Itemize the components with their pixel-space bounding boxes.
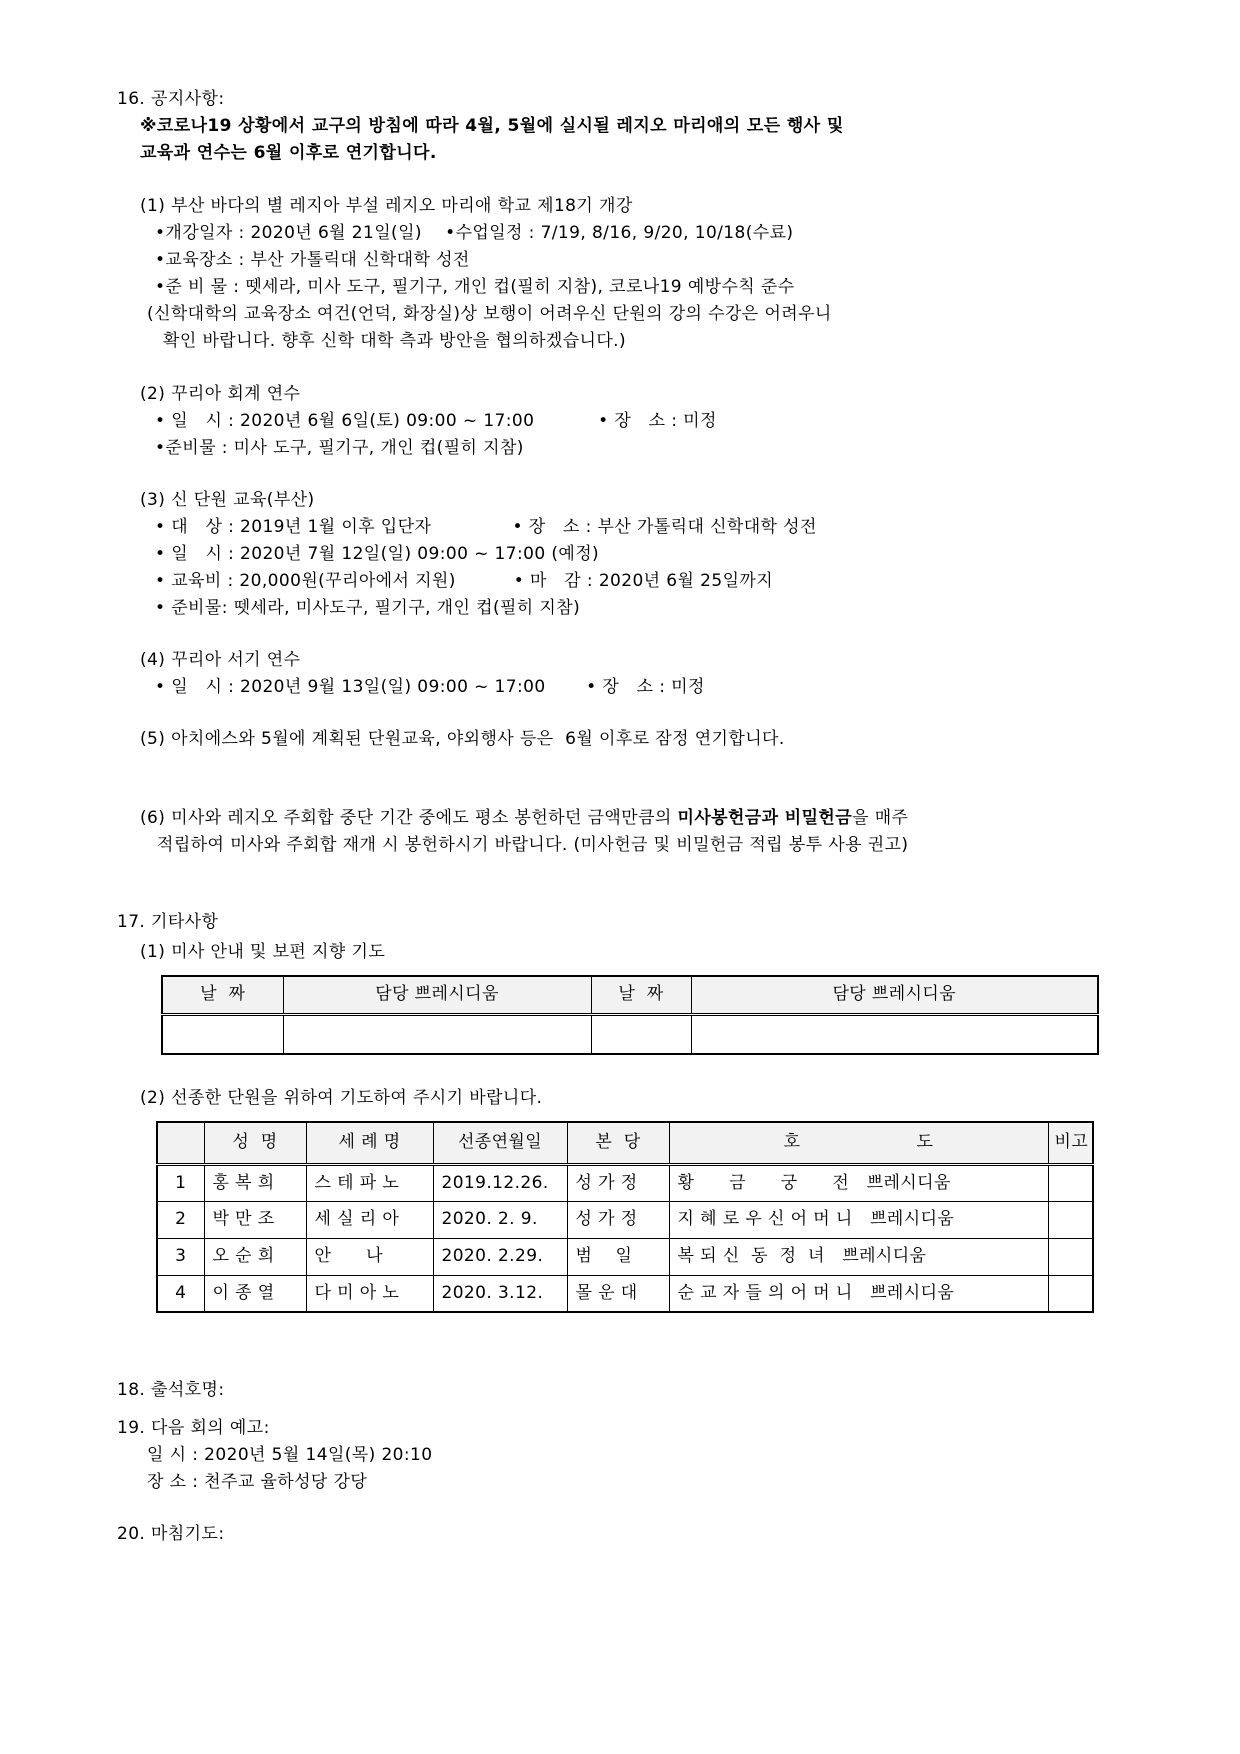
deceased-cell-death-date: 2019.12.26. — [433, 1164, 567, 1201]
item-2-bullet-datetime: • 일 시 : 2020년 6월 6일(토) 09:00 ~ 17:00 • 장 소 : 미정 — [155, 411, 717, 431]
deceased-cell-parish: 성 가 정 — [567, 1201, 669, 1238]
deceased-cell-baptismal-name: 다 미 아 노 — [306, 1275, 433, 1312]
section-18-heading: 18. 출석호명: — [117, 1380, 225, 1400]
deceased-table-row — [157, 1201, 1093, 1238]
section-16-heading: 16. 공지사항: — [117, 89, 225, 109]
item-6-text-pre: (6) 미사와 레지오 주회합 중단 기간 중에도 평소 봉헌하던 금액만큼의 — [140, 808, 678, 828]
mass-table-header-date-2: 날 짜 — [591, 976, 691, 1014]
deceased-header-no — [157, 1122, 204, 1164]
item-1-note-line-1: (신학대학의 교육장소 여건(언덕, 화장실)상 보행이 어려우신 단원의 강의 수강은 어려우니 — [147, 304, 832, 324]
item-6-bold-offerings: 미사봉헌금과 비밀헌금 — [677, 808, 853, 828]
section-19-heading: 19. 다음 회의 예고: — [117, 1418, 270, 1438]
deceased-cell-note — [1048, 1164, 1093, 1201]
deceased-cell-no: 1 — [157, 1164, 204, 1201]
deceased-cell-baptismal-name: 스 테 파 노 — [306, 1164, 433, 1201]
mass-table-header-presidium-2: 담당 쁘레시디움 — [691, 976, 1098, 1014]
section-20-heading: 20. 마침기도: — [117, 1524, 225, 1544]
deceased-cell-death-date: 2020. 2. 9. — [433, 1201, 567, 1238]
section-19-location: 장 소 : 천주교 율하성당 강당 — [147, 1472, 368, 1492]
deceased-cell-no: 4 — [157, 1275, 204, 1312]
mass-table-cell — [591, 1014, 691, 1054]
item-3-heading: (3) 신 단원 교육(부산) — [140, 490, 315, 510]
item-1-note-line-2: 확인 바랍니다. 향후 신학 대학 측과 방안을 협의하겠습니다.) — [163, 331, 626, 351]
section-17-sub-1-heading: (1) 미사 안내 및 보편 지향 기도 — [140, 942, 386, 962]
deceased-header-presidium: 호 도 — [669, 1122, 1048, 1164]
item-2-bullet-supplies: •준비물 : 미사 도구, 필기구, 개인 컵(필히 지참) — [155, 438, 524, 458]
deceased-header-name: 성 명 — [204, 1122, 306, 1164]
deceased-members-table — [156, 1121, 1094, 1313]
covid-notice-line-2: 교육과 연수는 6월 이후로 연기합니다. — [140, 143, 437, 163]
item-1-bullet-start-date: •개강일자 : 2020년 6월 21일(일) •수업일정 : 7/19, 8/16, 9/20, 10/18(수료) — [155, 223, 794, 243]
deceased-cell-name: 오 순 희 — [204, 1238, 306, 1275]
section-17-sub-2-heading: (2) 선종한 단원을 위하여 기도하여 주시기 바랍니다. — [140, 1088, 543, 1108]
deceased-cell-presidium: 순 교 자 들 의 어 머 니 쁘레시디움 — [669, 1275, 1048, 1312]
deceased-cell-presidium: 복 되 신 동 정 녀 쁘레시디움 — [669, 1238, 1048, 1275]
mass-table-cell — [283, 1014, 591, 1054]
deceased-cell-death-date: 2020. 2.29. — [433, 1238, 567, 1275]
item-4-bullet-datetime: • 일 시 : 2020년 9월 13일(일) 09:00 ~ 17:00 • 장 소 : 미정 — [155, 677, 705, 697]
deceased-cell-name: 이 종 열 — [204, 1275, 306, 1312]
mass-table-empty-row — [162, 1014, 1098, 1054]
deceased-cell-note — [1048, 1275, 1093, 1312]
item-5-text: (5) 아치에스와 5월에 계획된 단원교육, 야외행사 등은 6월 이후로 잠정 연기합니다. — [140, 729, 785, 749]
deceased-cell-name: 홍 복 희 — [204, 1164, 306, 1201]
deceased-cell-parish: 성 가 정 — [567, 1164, 669, 1201]
deceased-header-note: 비고 — [1048, 1122, 1093, 1164]
deceased-cell-presidium: 지 혜 로 우 신 어 머 니 쁘레시디움 — [669, 1201, 1048, 1238]
deceased-cell-baptismal-name: 세 실 리 아 — [306, 1201, 433, 1238]
deceased-cell-name: 박 만 조 — [204, 1201, 306, 1238]
item-1-bullet-location: •교육장소 : 부산 가톨릭대 신학대학 성전 — [155, 250, 470, 270]
mass-table-header-presidium-1: 담당 쁘레시디움 — [283, 976, 591, 1014]
item-6-text-post: 을 매주 — [852, 808, 909, 828]
deceased-cell-parish: 범 일 — [567, 1238, 669, 1275]
item-1-heading: (1) 부산 바다의 별 레지아 부설 레지오 마리애 학교 제18기 개강 — [140, 196, 633, 216]
item-2-heading: (2) 꾸리아 회계 연수 — [140, 384, 301, 404]
deceased-cell-no: 3 — [157, 1238, 204, 1275]
deceased-cell-note — [1048, 1238, 1093, 1275]
deceased-table-row — [157, 1164, 1093, 1201]
deceased-header-death-date: 선종연월일 — [433, 1122, 567, 1164]
item-3-bullet-datetime: • 일 시 : 2020년 7월 12일(일) 09:00 ~ 17:00 (예정) — [155, 544, 600, 564]
covid-notice-line-1: ※코로나19 상황에서 교구의 방침에 따라 4월, 5월에 실시될 레지오 마리애의 모든 행사 및 — [140, 116, 844, 136]
deceased-cell-parish: 몰 운 대 — [567, 1275, 669, 1312]
deceased-cell-no: 2 — [157, 1201, 204, 1238]
item-6-line-2: 적립하여 미사와 주회합 재개 시 봉헌하시기 바랍니다. (미사헌금 및 비밀헌금 적립 봉투 사용 권고) — [157, 835, 909, 855]
mass-table-cell — [691, 1014, 1098, 1054]
deceased-cell-death-date: 2020. 3.12. — [433, 1275, 567, 1312]
item-6-line-1 — [140, 805, 1170, 832]
mass-table-cell — [162, 1014, 283, 1054]
mass-table-header-date-1: 날 짜 — [162, 976, 283, 1014]
section-19-datetime: 일 시 : 2020년 5월 14일(목) 20:10 — [147, 1445, 433, 1465]
deceased-cell-baptismal-name: 안 나 — [306, 1238, 433, 1275]
deceased-header-parish: 본 당 — [567, 1122, 669, 1164]
deceased-table-row — [157, 1238, 1093, 1275]
deceased-header-baptismal-name: 세 례 명 — [306, 1122, 433, 1164]
deceased-table-header-row — [157, 1122, 1093, 1164]
item-4-heading: (4) 꾸리아 서기 연수 — [140, 650, 301, 670]
item-3-bullet-target: • 대 상 : 2019년 1월 이후 입단자 • 장 소 : 부산 가톨릭대 신학대학 성전 — [155, 517, 817, 537]
item-3-bullet-fee: • 교육비 : 20,000원(꾸리아에서 지원) • 마 감 : 2020년 6월 25일까지 — [155, 571, 774, 591]
item-1-bullet-supplies: •준 비 물 : 뗏세라, 미사 도구, 필기구, 개인 컵(필히 지참), 코로나19 예방수칙 준수 — [155, 277, 795, 297]
deceased-table-row — [157, 1275, 1093, 1312]
section-17-heading: 17. 기타사항 — [117, 912, 219, 932]
item-3-bullet-supplies: • 준비물: 뗏세라, 미사도구, 필기구, 개인 컵(필히 지참) — [155, 598, 581, 618]
mass-schedule-table — [161, 975, 1099, 1055]
mass-table-header-row — [162, 976, 1098, 1014]
deceased-cell-presidium: 황 금 궁 전 쁘레시디움 — [669, 1164, 1048, 1201]
deceased-cell-note — [1048, 1201, 1093, 1238]
